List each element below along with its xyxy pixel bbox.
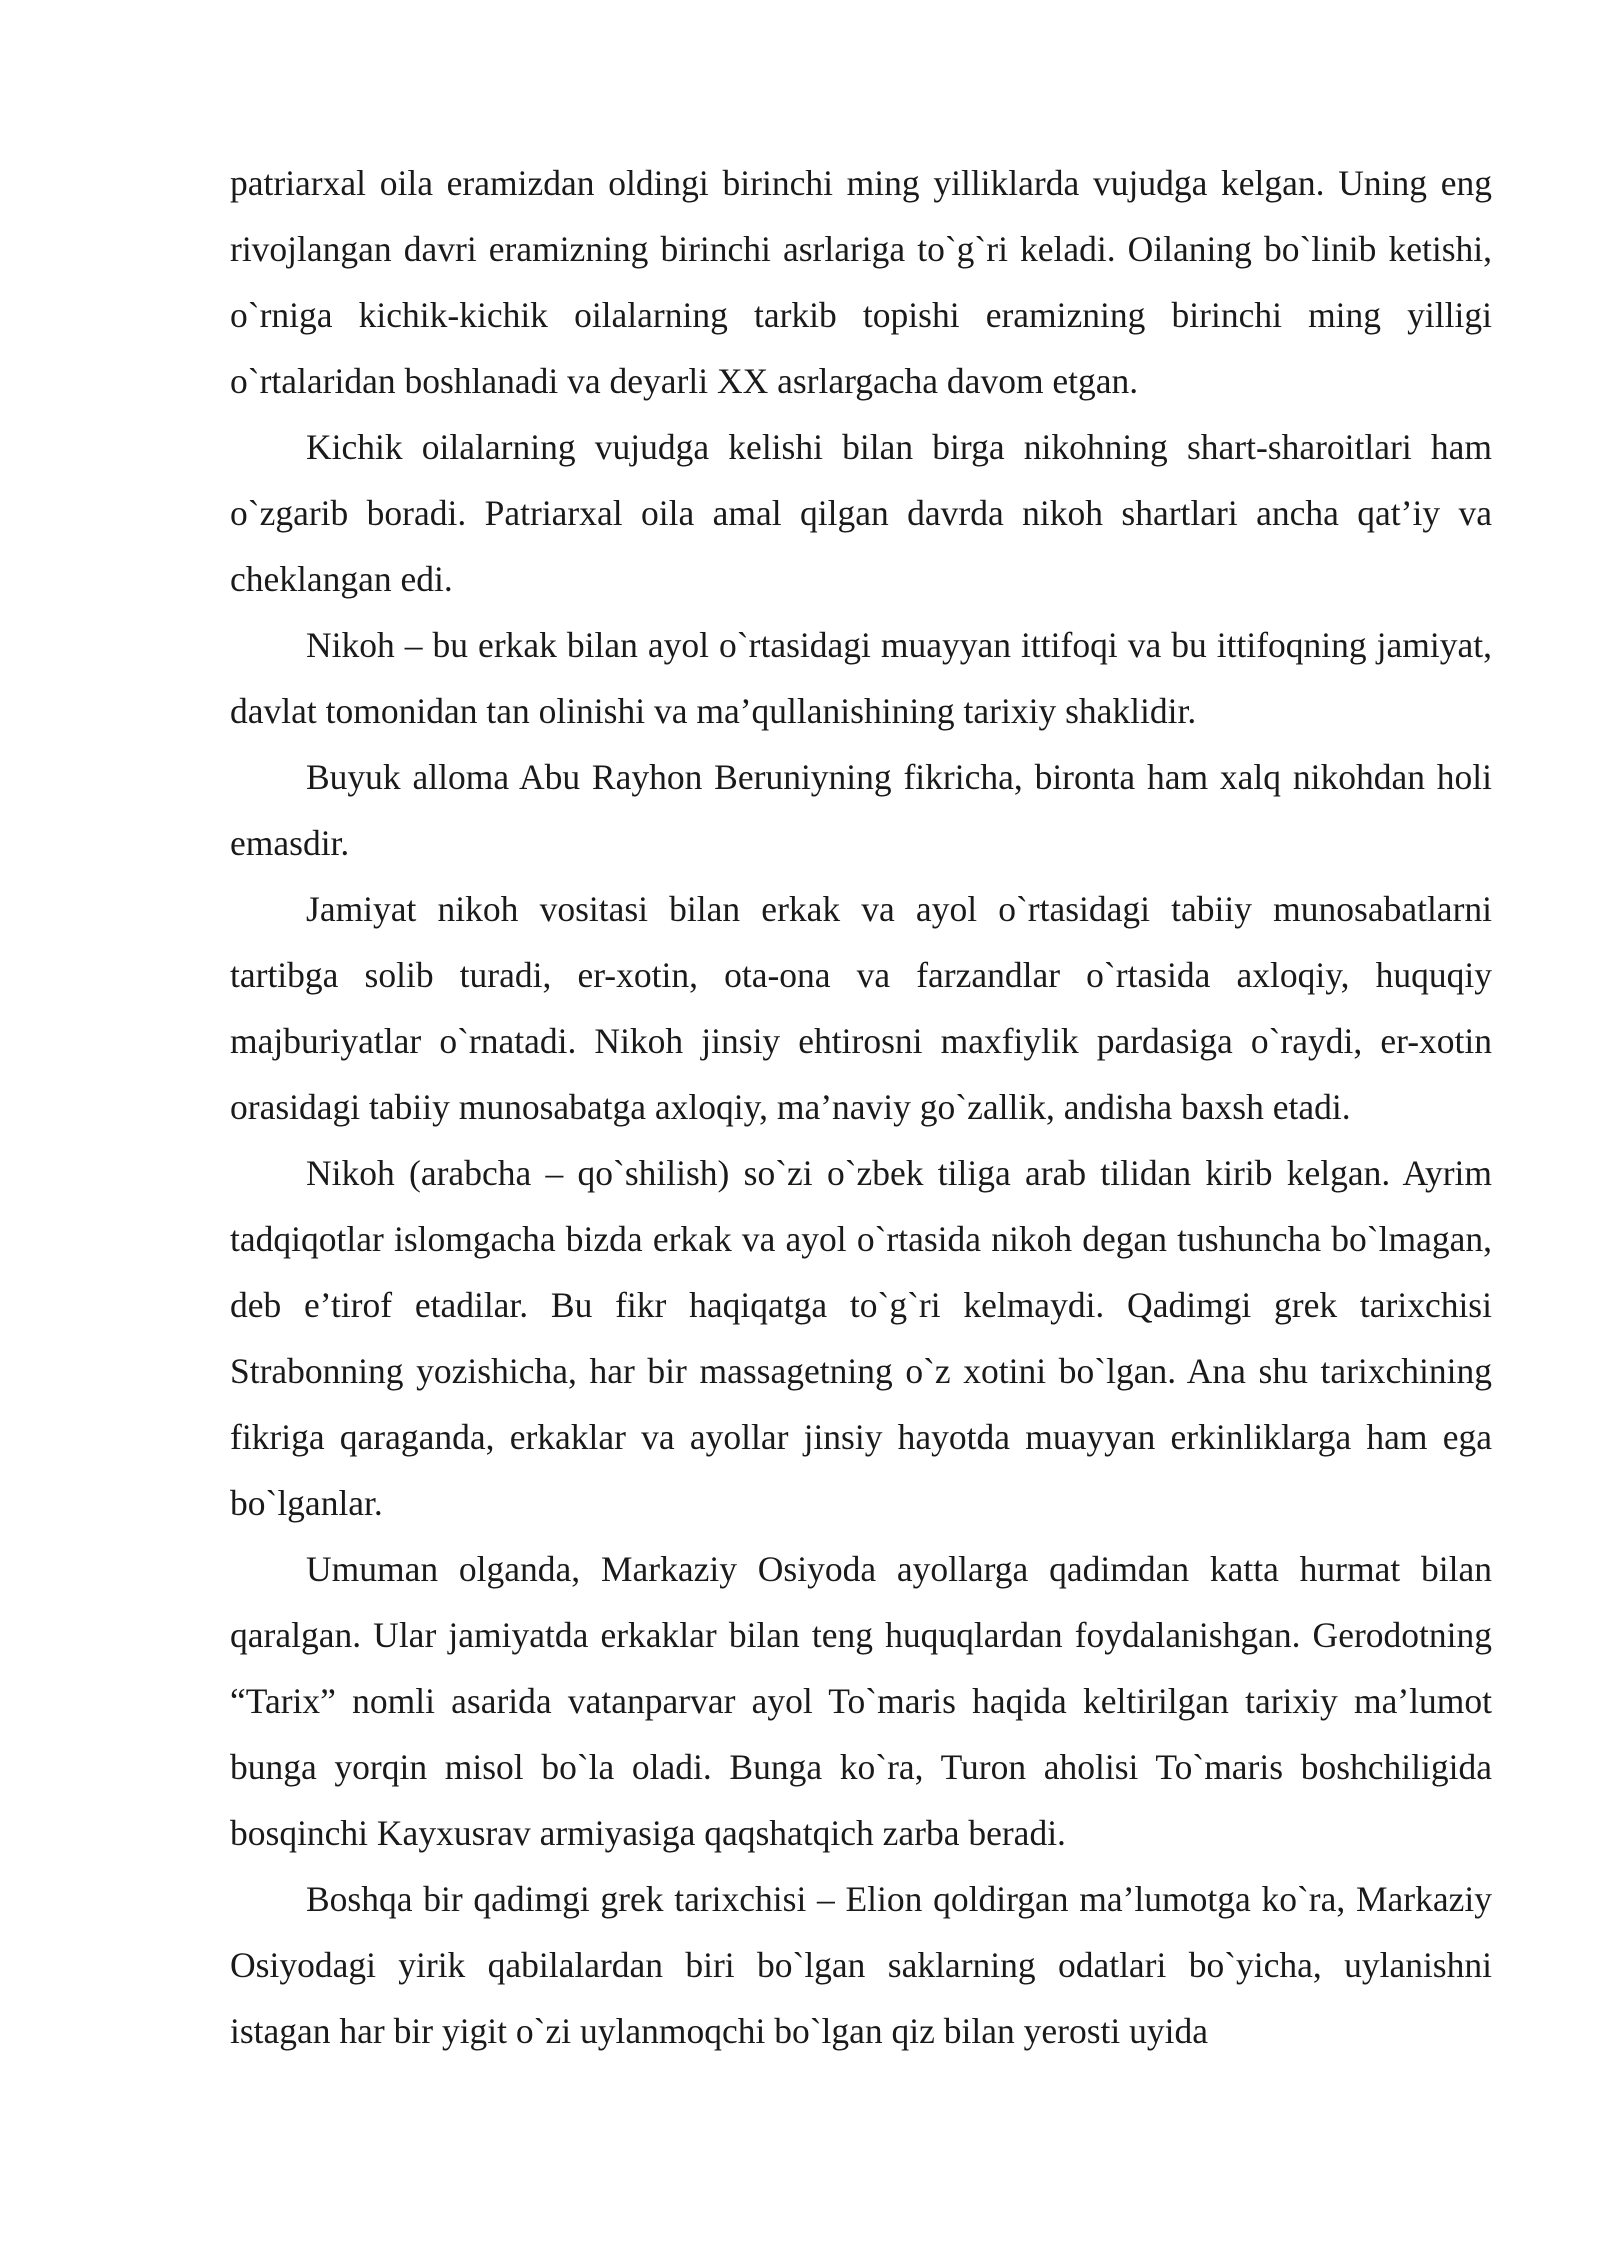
paragraph-2: Kichik oilalarning vujudga kelishi bilan birga nikohning shart-sharoitlari ham o`zgarib boradi. Patriarxal oila amal qilgan davrda nikoh shartlari ancha qat’iy va cheklangan edi.: [230, 427, 1492, 599]
paragraph-6: Nikoh (arabcha – qo`shilish) so`zi o`zbek tiliga arab tilidan kirib kelgan. Ayrim tadqiqotlar islomgacha bizda erkak va ayol o`rtasida nikoh degan tushuncha bo`lmagan, deb e’tirof etadilar. Bu fikr haqiqatga to`g`ri kelmaydi. Qadimgi grek tarixchisi Strabonning yozishicha, har bir massagetning o`z xotini bo`lgan. Ana shu tarixchining fikriga qaraganda, erkaklar va ayollar jinsiy hayotda muayyan erkinliklarga ham ega bo`lganlar.: [230, 1153, 1492, 1523]
paragraph-8: Boshqa bir qadimgi grek tarixchisi – Elion qoldirgan ma’lumotga ko`ra, Markaziy Osiyodagi yirik qabilalardan biri bo`lgan saklarning odatlari bo`yicha, uylanishni istagan har bir yigit o`zi uylanmoqchi bo`lgan qiz bilan yerosti uyida: [230, 1879, 1492, 2051]
document-page: [230, 150, 1492, 2064]
paragraph-1: patriarxal oila eramizdan oldingi birinchi ming yilliklarda vujudga kelgan. Uning eng rivojlangan davri eramizning birinchi asrlariga to`g`ri keladi. Oilaning bo`linib ketishi, o`rniga kichik-kichik oilalarning tarkib topishi eramizning birinchi ming yilligi o`rtalaridan boshlanadi va deyarli XX asrlargacha davom etgan.: [230, 163, 1492, 401]
paragraph-3: Nikoh – bu erkak bilan ayol o`rtasidagi muayyan ittifoqi va bu ittifoqning jamiyat, davlat tomonidan tan olinishi va ma’qullanishining tarixiy shaklidir.: [230, 625, 1492, 731]
paragraph-7: Umuman olganda, Markaziy Osiyoda ayollarga qadimdan katta hurmat bilan qaralgan. Ular jamiyatda erkaklar bilan teng huquqlardan foydalanishgan. Gerodotning “Tarix” nomli asarida vatanparvar ayol To`maris haqida keltirilgan tarixiy ma’lumot bunga yorqin misol bo`la oladi. Bunga ko`ra, Turon aholisi To`maris boshchiligida bosqinchi Kayxusrav armiyasiga qaqshatqich zarba beradi.: [230, 1549, 1492, 1853]
paragraph-5: Jamiyat nikoh vositasi bilan erkak va ayol o`rtasidagi tabiiy munosabatlarni tartibga solib turadi, er-xotin, ota-ona va farzandlar o`rtasida axloqiy, huquqiy majburiyatlar o`rnatadi. Nikoh jinsiy ehtirosni maxfiylik pardasiga o`raydi, er-xotin orasidagi tabiiy munosabatga axloqiy, ma’naviy go`zallik, andisha baxsh etadi.: [230, 889, 1492, 1127]
paragraph-4: Buyuk alloma Abu Rayhon Beruniyning fikricha, bironta ham xalq nikohdan holi emasdir.: [230, 757, 1492, 863]
